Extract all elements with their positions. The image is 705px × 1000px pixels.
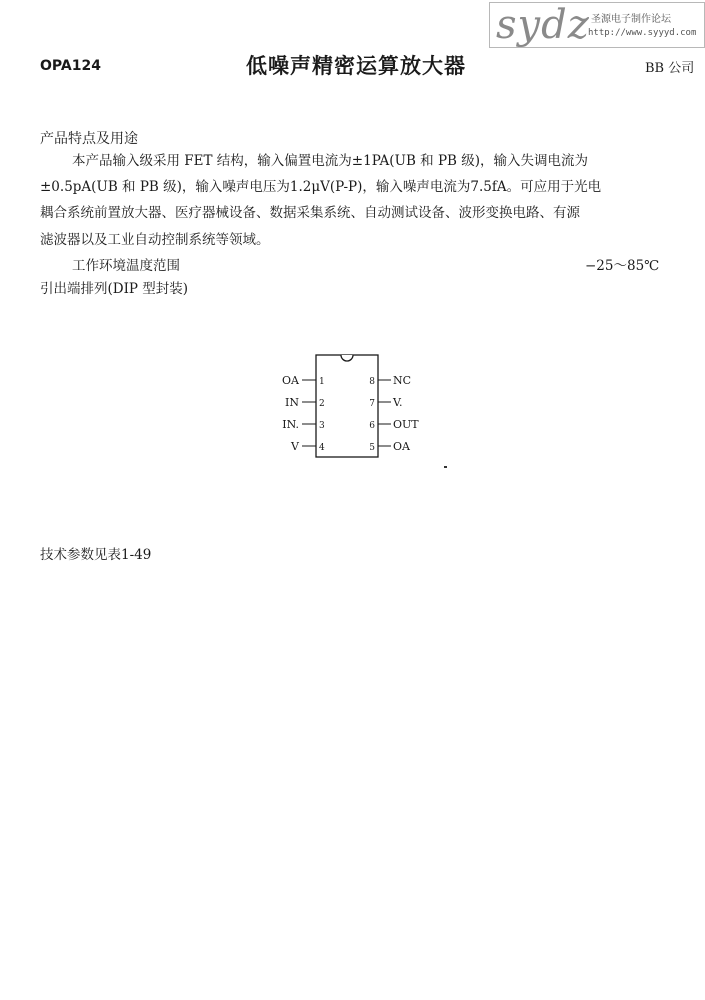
right-pin-8	[369, 374, 411, 387]
pin-label: IN	[285, 396, 299, 409]
pin-number: 7	[369, 399, 375, 409]
pin-label: OUT	[393, 418, 419, 431]
watermark	[489, 2, 705, 48]
pin-label: V.	[393, 396, 403, 409]
scan-speck	[444, 466, 447, 468]
watermark-logo: sydz	[496, 2, 590, 48]
technical-parameters-reference: 技术参数见表1-49	[40, 547, 152, 563]
features-paragraph-line: 滤波器以及工业自动控制系统等领域。	[40, 232, 270, 248]
left-pin-1	[282, 374, 325, 387]
pin-label: OA	[282, 374, 299, 387]
left-pin-4	[290, 440, 325, 453]
temperature-range-label: 工作环境温度范围	[72, 258, 180, 274]
features-paragraph-line: 耦合系统前置放大器、医疗器械设备、数据采集系统、自动测试设备、波形变换电路、有源	[40, 205, 580, 221]
watermark-url: http://www.syyyd.com	[588, 28, 697, 38]
left-pin-3	[282, 418, 325, 431]
left-pin-2	[285, 396, 325, 409]
pin-number: 2	[319, 399, 325, 409]
pin-number: 3	[319, 421, 325, 431]
pin-number: 4	[319, 443, 325, 453]
right-pin-5	[369, 440, 411, 453]
right-pin-6	[369, 418, 419, 431]
right-pin-7	[369, 396, 402, 409]
dip-pinout-diagram	[270, 345, 450, 475]
pin-label: V	[291, 440, 299, 453]
pin-number: 8	[369, 377, 375, 387]
company-name: BB 公司	[645, 61, 695, 76]
pin-number: 6	[369, 421, 375, 431]
watermark-site-name: 圣源电子制作论坛	[591, 14, 671, 25]
features-heading: 产品特点及用途	[40, 131, 138, 147]
pinout-heading: 引出端排列(DIP 型封装)	[40, 281, 189, 297]
pin-label: OA	[393, 440, 410, 453]
pin-number: 1	[319, 377, 325, 387]
pin-label: NC	[393, 374, 412, 387]
document-title: 低噪声精密运算放大器	[246, 54, 466, 78]
pin-number: 5	[369, 443, 375, 453]
features-paragraph-line: ±0.5pA(UB 和 PB 级)，输入噪声电压为1.2μV(P-P)，输入噪声电流为7.5fA。可应用于光电	[40, 179, 602, 195]
part-number: OPA124	[40, 58, 101, 74]
temperature-range-value: −25～85℃	[585, 258, 660, 274]
pin-label: IN.	[282, 418, 299, 431]
ic-notch	[341, 355, 353, 361]
features-paragraph-line: 本产品输入级采用 FET 结构，输入偏置电流为±1PA(UB 和 PB 级)，输入失调电流为	[72, 153, 589, 169]
